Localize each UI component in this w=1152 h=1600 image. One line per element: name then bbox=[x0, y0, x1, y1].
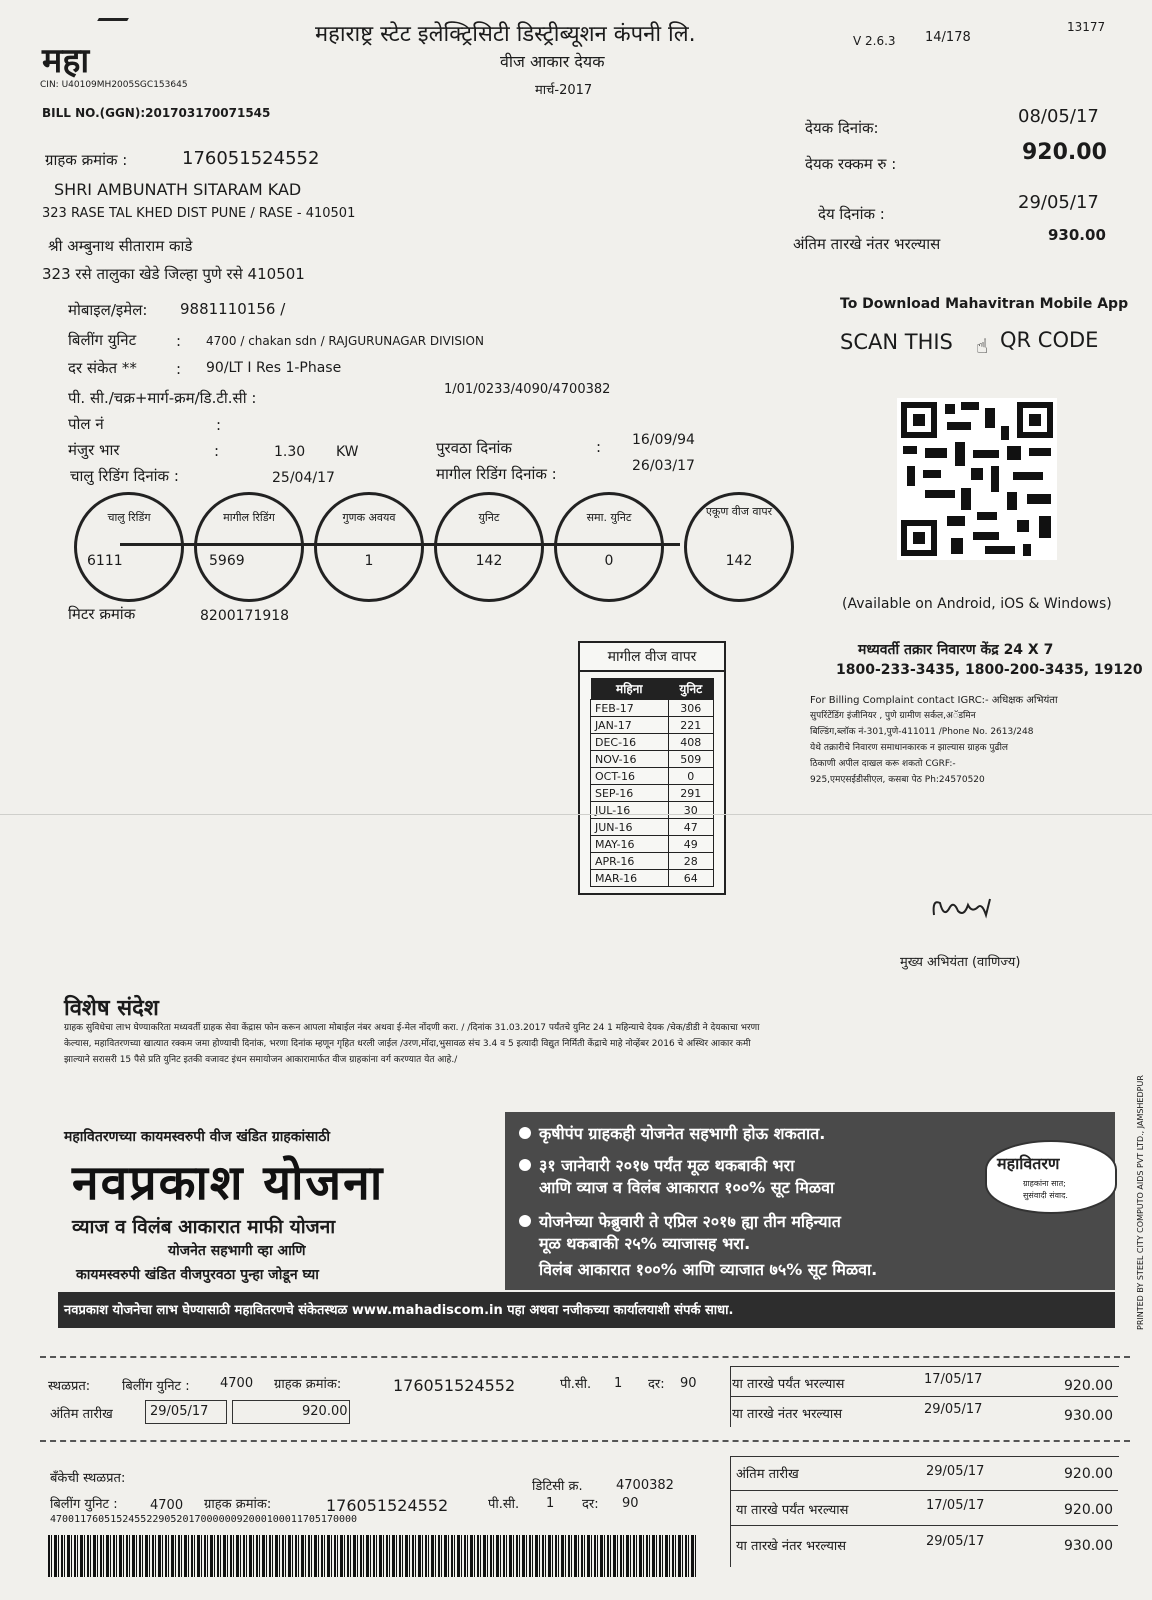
consumer-name-en: SHRI AMBUNATH SITARAM KAD bbox=[54, 180, 302, 199]
supply-date-colon: : bbox=[596, 438, 602, 456]
history-units: 49 bbox=[668, 836, 713, 853]
logo-subtext: सुसंवादी संवाद. bbox=[1023, 1191, 1068, 1200]
reading-value: 0 bbox=[604, 553, 614, 569]
history-units: 28 bbox=[668, 853, 713, 870]
history-month: OCT-16 bbox=[591, 768, 669, 785]
grievance-line: ठिकाणी अपील दाखल करू शकतो CGRF:- bbox=[810, 759, 956, 769]
reading-label: गुणक अवयव bbox=[342, 511, 396, 524]
tariff-colon: : bbox=[176, 360, 182, 378]
bank-r0-amount: 920.00 bbox=[1064, 1466, 1113, 1482]
tear-line bbox=[40, 1356, 1130, 1358]
history-units: 30 bbox=[668, 802, 713, 819]
history-units: 47 bbox=[668, 819, 713, 836]
scheme-subtitle: व्याज व विलंब आकारात माफी योजना bbox=[72, 1216, 336, 1238]
stub-r1-label: या तारखे पर्यंत भरल्यास bbox=[732, 1377, 845, 1392]
stub-consumer-label: ग्राहक क्रमांक: bbox=[274, 1377, 342, 1392]
bank-dtc: 4700382 bbox=[616, 1478, 674, 1493]
supply-date-label: पुरवठा दिनांक bbox=[436, 439, 512, 457]
special-message-line: केल्यास, महावितरणच्या खात्यात रक्कम जमा होण्याची दिनांक, भरणा दिनांक म्हणून गृहित धरली जाईल /उरण,मोंदा,भुसावळ संच 3.4 व 5 इत्यादी विद्युत निर्मिती केंद्राचे माहे नोव्हेंबर 2016 चे अस्थिर आकार कमी bbox=[64, 1039, 751, 1049]
current-reading-date-label: चालु रिडिंग दिनांक : bbox=[70, 467, 179, 485]
sanctioned-load: 1.30 bbox=[274, 444, 306, 460]
consumer-number-label: ग्राहक क्रमांक : bbox=[45, 151, 128, 169]
banner-bullet-cont: विलंब आकारात १००% आणि व्याजात ७५% सूट मिळवा. bbox=[539, 1260, 878, 1279]
bank-r2-label: या तारखे नंतर भरल्यास bbox=[736, 1539, 847, 1554]
billing-unit-colon: : bbox=[176, 332, 182, 350]
stub-r1-date: 17/05/17 bbox=[924, 1372, 983, 1387]
table-row bbox=[591, 734, 714, 751]
history-month: JAN-17 bbox=[591, 717, 669, 734]
qr-code-icon[interactable] bbox=[897, 398, 1057, 560]
history-month: DEC-16 bbox=[591, 734, 669, 751]
history-units: 291 bbox=[668, 785, 713, 802]
grievance-line: येथे तक्रारीचे निवारण समाधानकारक न झाल्यास ग्राहक पुढील bbox=[810, 743, 1009, 753]
history-month: MAY-16 bbox=[591, 836, 669, 853]
stub-consumer-number: 176051524552 bbox=[393, 1376, 516, 1395]
mahavitaran-logo bbox=[985, 1140, 1117, 1214]
scheme-banner-left bbox=[58, 1115, 503, 1291]
stub-table-divider bbox=[730, 1396, 1118, 1397]
reading-label: एकूण वीज वापर bbox=[705, 505, 773, 518]
meter-label: मिटर क्रमांक bbox=[68, 605, 136, 623]
signature-icon bbox=[930, 893, 994, 923]
bank-rate-label: दर: bbox=[582, 1497, 599, 1512]
after-due-amount: 930.00 bbox=[1048, 226, 1106, 244]
banner-bullet-cont: मूळ थकबाकी २५% व्याजासह भरा. bbox=[539, 1234, 751, 1253]
logo-subtext: ग्राहकांना सात; bbox=[1023, 1179, 1066, 1188]
history-units: 408 bbox=[668, 734, 713, 751]
history-month: SEP-16 bbox=[591, 785, 669, 802]
bank-r2-amount: 930.00 bbox=[1064, 1538, 1113, 1554]
banner-line: कायमस्वरुपी खंडित वीजपुरवठा पुन्हा जोडून घ्या bbox=[76, 1267, 319, 1283]
consumer-number: 176051524552 bbox=[182, 148, 320, 169]
cin-number: CIN: U40109MH2005SGC153645 bbox=[40, 80, 188, 90]
table-row bbox=[591, 768, 714, 785]
bank-pc-label: पी.सी. bbox=[488, 1497, 520, 1512]
bank-r0-date: 29/05/17 bbox=[926, 1464, 985, 1479]
company-logo: महा bbox=[42, 41, 90, 81]
history-month: NOV-16 bbox=[591, 751, 669, 768]
consumption-history bbox=[578, 641, 726, 895]
grievance-line: For Billing Complaint contact IGRC:- अधिक्षक अभियंता bbox=[810, 695, 1058, 706]
history-month: FEB-17 bbox=[591, 700, 669, 717]
software-version: V 2.6.3 bbox=[853, 34, 896, 48]
table-row bbox=[591, 836, 714, 853]
bank-r1-amount: 920.00 bbox=[1064, 1502, 1113, 1518]
banner-bottom-text: नवप्रकाश योजनेचा लाभ घेण्यासाठी महावितरणचे संकेतस्थळ www.mahadiscom.in पहा अथवा नजीकच्या कार्यालयाशी संपर्क साधा. bbox=[64, 1303, 734, 1318]
reading-circle bbox=[684, 492, 794, 602]
bank-r0-label: अंतिम तारीख bbox=[736, 1467, 799, 1482]
bank-consumer-number: 176051524552 bbox=[326, 1496, 449, 1515]
pole-colon: : bbox=[216, 416, 222, 434]
pole-label: पोल नं bbox=[68, 415, 104, 433]
pc-label: पी. सी./चक्र+मार्ग-क्रम/डि.टी.सी : bbox=[68, 389, 257, 407]
document-title: वीज आकार देयक bbox=[500, 52, 605, 71]
scan-text: SCAN THIS bbox=[840, 330, 953, 354]
bank-r1-date: 17/05/17 bbox=[926, 1498, 985, 1513]
bill-number: BILL NO.(GGN):201703170071545 bbox=[42, 106, 271, 120]
history-units: 509 bbox=[668, 751, 713, 768]
banner-line: योजनेत सहभागी व्हा आणि bbox=[168, 1243, 306, 1259]
bank-rate: 90 bbox=[622, 1496, 639, 1511]
scheme-banner-bottom bbox=[58, 1292, 1115, 1328]
hand-pointer-icon: ☝ bbox=[976, 334, 989, 358]
tariff-label: दर संकेत ** bbox=[68, 359, 137, 377]
table-row bbox=[591, 785, 714, 802]
scheme-title: नवप्रकाश योजना bbox=[72, 1155, 385, 1211]
special-message-title: विशेष संदेश bbox=[64, 996, 159, 1021]
table-row bbox=[591, 700, 714, 717]
stub-last-date-label: अंतिम तारीख bbox=[50, 1407, 113, 1422]
grievance-line: बिल्डिंग,ब्लॉक नं-301,पुणे-411011 /Phone No. 2613/248 bbox=[810, 727, 1034, 737]
history-title: मागील वीज वापर bbox=[580, 643, 724, 672]
stub-label: स्थळप्रत: bbox=[48, 1379, 91, 1394]
history-month: JUN-16 bbox=[591, 819, 669, 836]
company-name: महाराष्ट्र स्टेट इलेक्ट्रिसिटी डिस्ट्रीब्यूशन कंपनी लि. bbox=[315, 22, 696, 47]
app-download-text: To Download Mahavitran Mobile App bbox=[840, 296, 1129, 312]
stub-rate-label: दर: bbox=[648, 1377, 665, 1392]
bill-date-label: देयक दिनांक: bbox=[805, 119, 879, 137]
bullet-icon bbox=[519, 1159, 531, 1171]
printer-credit: PRINTED BY STEEL CITY COMPUTO AIDS PVT LTD., JAMSHEDPUR bbox=[1136, 1075, 1145, 1330]
history-units: 221 bbox=[668, 717, 713, 734]
reading-label: चालु रिडिंग bbox=[107, 511, 151, 524]
barcode-icon bbox=[48, 1535, 698, 1577]
banner-top-line: महावितरणच्या कायमस्वरुपी वीज खंडित ग्राहकांसाठी bbox=[64, 1129, 331, 1145]
history-units: 306 bbox=[668, 700, 713, 717]
stub-billing-unit-label: बिलींग युनिट : bbox=[122, 1379, 190, 1394]
history-month: APR-16 bbox=[591, 853, 669, 870]
app-availability: (Available on Android, iOS & Windows) bbox=[842, 596, 1112, 612]
banner-bullet: ३१ जानेवारी २०१७ पर्यंत मूळ थकबाकी भरा bbox=[519, 1154, 794, 1176]
stub-billing-unit: 4700 bbox=[220, 1376, 254, 1391]
reading-label: मागील रिडिंग bbox=[223, 511, 275, 524]
after-due-label: अंतिम तारखे नंतर भरल्यास bbox=[793, 235, 941, 253]
reading-value: 142 bbox=[725, 553, 753, 569]
sanctioned-load-colon: : bbox=[214, 442, 220, 460]
billing-unit-label: बिलींग युनिट bbox=[68, 331, 137, 349]
reading-value: 6111 bbox=[87, 553, 123, 569]
reading-circle bbox=[554, 492, 664, 602]
grievance-line: सुपरिंटेंडिंग इंजीनियर , पुणे ग्रामीण सर्कल,अॅडमिन bbox=[810, 711, 976, 721]
history-table bbox=[590, 678, 714, 887]
stub-r1-amount: 920.00 bbox=[1064, 1378, 1113, 1394]
bank-billing-unit-label: बिलींग युनिट : bbox=[50, 1497, 118, 1512]
billing-unit: 4700 / chakan sdn / RAJGURUNAGAR DIVISION bbox=[206, 334, 484, 348]
meter-number: 8200171918 bbox=[200, 608, 290, 624]
sanctioned-load-unit: KW bbox=[336, 444, 359, 460]
history-col-units: युनिट bbox=[668, 678, 713, 700]
signatory-title: मुख्य अभियंता (वाणिज्य) bbox=[900, 955, 1021, 970]
table-row bbox=[591, 751, 714, 768]
fold-line bbox=[0, 814, 1152, 815]
pc-value: 1/01/0233/4090/4700382 bbox=[444, 382, 611, 397]
stub-r2-date: 29/05/17 bbox=[924, 1402, 983, 1417]
previous-reading-date: 26/03/17 bbox=[632, 458, 695, 474]
grievance-line: 925,एमएसईडीसीएल, कसबा पेठ Ph:24570520 bbox=[810, 775, 985, 785]
stub-pc: 1 bbox=[614, 1376, 623, 1391]
bill-amount-label: देयक रक्कम रु : bbox=[805, 155, 897, 173]
reading-label: युनिट bbox=[478, 511, 500, 524]
mobile-number: 9881110156 / bbox=[180, 300, 286, 318]
mobile-label: मोबाइल/इमेल: bbox=[68, 301, 148, 319]
barcode-number: 470011760515245522905201700000092000100011705170000 bbox=[50, 1514, 358, 1525]
consumer-name-mr: श्री अम्बुनाथ सीताराम काडे bbox=[48, 237, 193, 255]
tear-line bbox=[40, 1440, 1130, 1442]
consumer-address-mr: 323 रसे तालुका खेडे जिल्हा पुणे रसे 410501 bbox=[42, 265, 305, 283]
bank-pc: 1 bbox=[546, 1496, 555, 1511]
history-month: MAR-16 bbox=[591, 870, 669, 887]
previous-reading-date-label: मागील रिडिंग दिनांक : bbox=[436, 465, 557, 483]
current-reading-date: 25/04/17 bbox=[272, 470, 335, 486]
table-row bbox=[591, 802, 714, 819]
stub-pc-label: पी.सी. bbox=[560, 1377, 592, 1392]
bank-dtc-label: डिटिसी क्र. bbox=[532, 1479, 583, 1494]
bill-amount: 920.00 bbox=[1022, 140, 1107, 165]
bank-stub-label: बँकेची स्थळप्रत: bbox=[50, 1471, 126, 1486]
stub-r2-label: या तारखे नंतर भरल्यास bbox=[732, 1407, 843, 1422]
history-units: 64 bbox=[668, 870, 713, 887]
reading-circle bbox=[314, 492, 424, 602]
table-row bbox=[591, 853, 714, 870]
banner-bullet: योजनेच्या फेब्रुवारी ते एप्रिल २०१७ ह्या तीन महिन्यात bbox=[519, 1210, 841, 1232]
special-message-line: ग्राहक सुविधेचा लाभ घेण्याकरिता मध्यवर्ती ग्राहक सेवा केंद्रास फोन करून आपला मोबाईल नंबर अथवा ई-मेल नोंदणी करा. / /दिनांक 31.03.2017 पर्यंतचे युनिट 24 1 महिन्याचे देयक /चेक/डीडी ने देयकाचा भरणा bbox=[64, 1023, 760, 1033]
bill-month: मार्च-2017 bbox=[535, 83, 593, 98]
reading-label: समा. युनिट bbox=[586, 511, 632, 524]
history-month: JUL-16 bbox=[591, 802, 669, 819]
tariff-value: 90/LT I Res 1-Phase bbox=[206, 360, 342, 376]
reading-circle bbox=[434, 492, 544, 602]
qr-code-text: QR CODE bbox=[1000, 328, 1099, 352]
logo-text: महावितरण bbox=[997, 1154, 1060, 1173]
supply-date: 16/09/94 bbox=[632, 432, 695, 448]
due-date: 29/05/17 bbox=[1018, 192, 1099, 213]
history-units: 0 bbox=[668, 768, 713, 785]
table-row bbox=[591, 819, 714, 836]
due-date-label: देय दिनांक : bbox=[818, 205, 885, 223]
stub-rate: 90 bbox=[680, 1376, 697, 1391]
consumer-address-en: 323 RASE TAL KHED DIST PUNE / RASE - 410501 bbox=[42, 206, 356, 221]
bank-billing-unit: 4700 bbox=[150, 1498, 184, 1513]
table-row bbox=[591, 717, 714, 734]
table-row bbox=[591, 870, 714, 887]
bank-table-divider bbox=[730, 1490, 1118, 1491]
bank-consumer-label: ग्राहक क्रमांक: bbox=[204, 1497, 272, 1512]
history-col-month: महिना bbox=[591, 678, 669, 700]
reading-value: 142 bbox=[475, 553, 503, 569]
bank-r1-label: या तारखे पर्यंत भरल्यास bbox=[736, 1503, 849, 1518]
reading-value: 1 bbox=[364, 553, 374, 569]
stub-last-date: 29/05/17 bbox=[150, 1404, 209, 1419]
bank-table-divider bbox=[730, 1525, 1118, 1526]
bill-date: 08/05/17 bbox=[1018, 106, 1099, 127]
grievance-phones: 1800-233-3435, 1800-200-3435, 19120 bbox=[836, 662, 1143, 678]
sanctioned-load-label: मंजुर भार bbox=[68, 441, 120, 459]
reading-circle bbox=[74, 492, 184, 602]
special-message-line: झाल्याने सरासरी 15 पैसे प्रति युनिट इतकी वजावट इंधन समायोजन आकारामार्फत वीज ग्राहकांना वर्ग करण्यात येत आहे./ bbox=[64, 1055, 458, 1065]
grievance-title: मध्यवर्ती तक्रार निवारण केंद्र 24 X 7 bbox=[858, 642, 1054, 658]
bullet-icon bbox=[519, 1127, 531, 1139]
bank-r2-date: 29/05/17 bbox=[926, 1534, 985, 1549]
banner-bullet: कृषीपंप ग्राहकही योजनेत सहभागी होऊ शकतात. bbox=[519, 1122, 825, 1144]
stub-r2-amount: 930.00 bbox=[1064, 1408, 1113, 1424]
stub-last-amount: 920.00 bbox=[302, 1404, 348, 1419]
banner-bullet-cont: आणि व्याज व विलंब आकारात १००% सूट मिळवा bbox=[539, 1178, 835, 1197]
reading-value: 5969 bbox=[209, 553, 245, 569]
serial-number: 13177 bbox=[1067, 20, 1106, 34]
page-reference: 14/178 bbox=[925, 30, 971, 45]
reading-circle bbox=[194, 492, 304, 602]
logo-mark-icon bbox=[89, 18, 129, 35]
bullet-icon bbox=[519, 1215, 531, 1227]
